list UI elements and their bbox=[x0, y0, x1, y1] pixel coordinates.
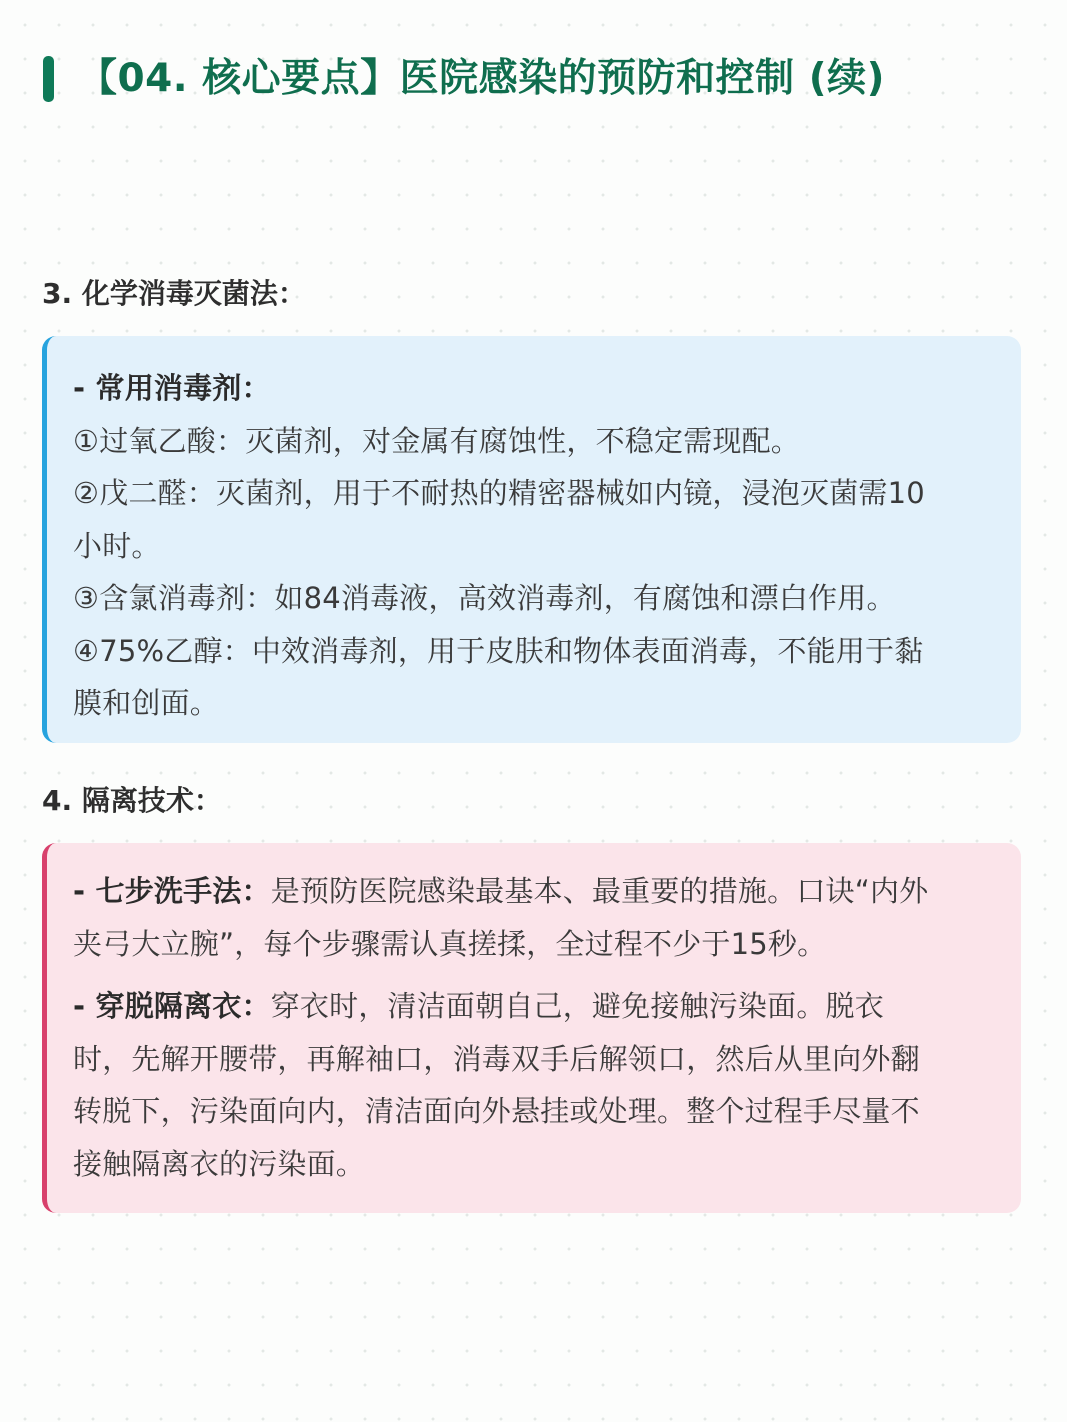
paragraph-line: 转脱下，污染面向内，清洁面向外悬挂或处理。整个过程手尽量不 bbox=[73, 1094, 920, 1128]
list-item: ①过氧乙酸：灭菌剂，对金属有腐蚀性，不稳定需现配。 bbox=[73, 423, 800, 458]
isolation-gown-paragraph bbox=[73, 980, 1001, 1190]
page-title: 【04. 核心要点】医院感染的预防和控制 (续) bbox=[78, 56, 885, 101]
paragraph-line: 接触隔离衣的污染面。 bbox=[73, 1146, 366, 1181]
handwashing-paragraph bbox=[73, 865, 1001, 970]
paragraph-line: 是预防医院感染最基本、最重要的措施。口诀“内外 bbox=[270, 874, 929, 908]
paragraph-line: 夹弓大立腕”，每个步骤需认真搓揉，全过程不少于15秒。 bbox=[73, 926, 827, 961]
section-heading-isolation-technique: 4. 隔离技术： bbox=[42, 784, 222, 817]
section-heading-chemical-disinfection: 3. 化学消毒灭菌法： bbox=[42, 277, 306, 310]
isolation-gown-label: - 穿脱隔离衣： bbox=[73, 989, 271, 1023]
title-accent-bar bbox=[43, 56, 54, 102]
isolation-card bbox=[42, 843, 1021, 1213]
card-label-common-disinfectants: - 常用消毒剂： bbox=[73, 371, 271, 405]
list-item: 小时。 bbox=[73, 528, 161, 563]
paragraph-line: 穿衣时，清洁面朝自己，避免接触污染面。脱衣 bbox=[270, 989, 884, 1023]
list-item: ②戊二醛：灭菌剂，用于不耐热的精密器械如内镜，浸泡灭菌需10 bbox=[73, 476, 925, 510]
list-item: ③含氯消毒剂：如84消毒液，高效消毒剂，有腐蚀和漂白作用。 bbox=[73, 581, 896, 615]
disinfectants-card bbox=[42, 336, 1021, 743]
list-item: 膜和创面。 bbox=[73, 686, 220, 720]
list-item: ④75%乙醇：中效消毒剂，用于皮肤和物体表面消毒，不能用于黏 bbox=[73, 633, 924, 668]
handwashing-label: - 七步洗手法： bbox=[73, 874, 271, 908]
paragraph-line: 时，先解开腰带，再解袖口，消毒双手后解领口，然后从里向外翻 bbox=[73, 1041, 920, 1076]
